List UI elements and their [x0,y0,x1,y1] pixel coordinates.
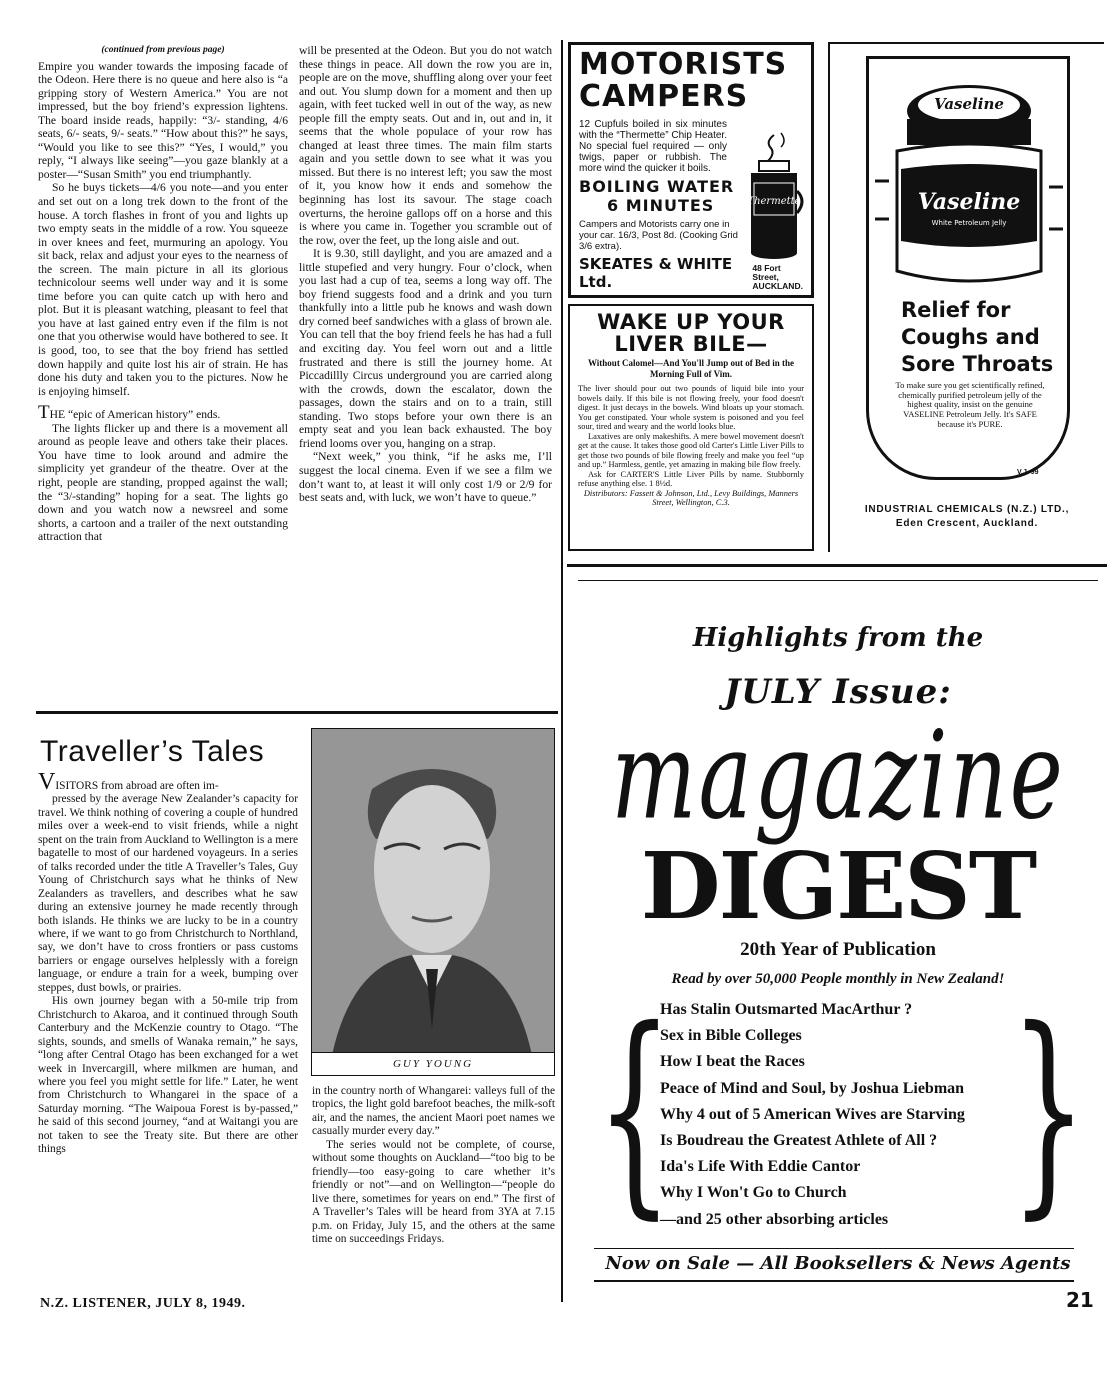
article1-paragraph: will be presented at the Odeon. But you do not watch these things in peace. All down the row you are in, people are on the move, shuffling along over your feet and out. You slump down for a moment and then up again, with feet tucked well in out of the way, as new people fill the empty seats. Out and in, out and in, it seems that the whole populace of your row has changed at least three times. The main film starts again and you settle down to see what it was you missed. But there is no interest left; you saw the most of it, you know how it ends and somehow the beginning has lost its savour. The stage coach overturns, the heroine gallops off on a horse and this is where you came in. Together you scramble out of the row, over the feet, up the long aisle and out. [299,44,552,247]
article1-paragraph: “Next week,” you think, “if he asks me, I’ll suggest the local cinema. Even if we see a film we don’t want to, at least it will only cost 1/9 or 2/9 for best seats and, with luck, we won’t have to queue.” [299,450,552,505]
vaseline-code: V.J. 99 [1017,469,1039,476]
ad-small: Campers and Motorists carry one in your car. 16/3, Post 8d. (Cooking Grid 3/6 extra). [579,219,738,252]
ad-motorists [568,42,814,298]
guy-young-photo [311,728,555,1076]
footer-issue: N.Z. LISTENER, JULY 8, 1949. [40,1296,246,1311]
ad-title: LIVER BILE— [614,332,768,356]
digest-article: Peace of Mind and Soul, by Joshua Liebman [660,1079,965,1097]
article2-paragraph: The series would not be complete, of course, without some thoughts on Auckland—“too big to be friendly—too easy-going to care whether it’s friendly or not”—and on Wellington—“people do live there, sometimes for years on end.” The first of A Traveller’s Tales will be heard from 3YA at 7.15 p.m. on Friday, July 15, and the others at the same time on succeedings Fridays. [312,1138,555,1245]
digest-article: Has Stalin Outsmarted MacArthur ? [660,1001,913,1018]
digest-highlights: Highlights from the [692,623,984,653]
digest-article-list [660,997,1030,1233]
ad-title: CAMPERS [579,79,749,114]
article1-col1 [38,44,288,544]
ad-subtitle: Without Calomel—And You'll Jump out of Bed in the Morning Full of Vim. [587,358,795,379]
article1-text: HE “epic of American history” ends. [49,408,221,422]
ad-title: WAKE UP YOUR [597,310,785,334]
digest-readership: Read by over 50,000 People monthly in New Zealand! [671,971,1005,987]
relief-heading [901,297,1053,378]
continued-note: (continued from previous page) [101,45,225,55]
digest-wordmark: DIGEST [640,832,1036,940]
digest-article: How I beat the Races [660,1053,805,1071]
address-line: 48 Fort Street, [752,263,781,282]
horizontal-rule [594,1248,1074,1249]
article1-paragraph: So he buys tickets—4/6 you note—and you enter and set out on a long trek down to the front of the house. A torch flashes in front of you and lights up two empty seats in the middle of a row. You squeeze in over knees and feet, murmuring an apology. You sit back, relax and adjust your eyes to the nearness of the screen. The main picture in all its glorious technicolour seems well under way and it is some time before you can quite catch up with hero and plot. But it is pleasant watching, pleasant to feel that you have at last gained entry even if the film is not one that you otherwise would have bothered to see. It is good, too, to see that the boy friend has settled down happily and quite lost his air of strain. He has done his duty and taken you to the pictures. Now he is enjoying himself. [38,181,288,398]
relief-line: Relief for [901,298,1011,322]
jar-label: Vaseline [917,189,1021,215]
dropcap: V [38,769,56,795]
digest-article: Ida's Life With Eddie Cantor [660,1158,861,1176]
ad-vaseline [866,56,1070,480]
brand-address [752,264,803,291]
vaseline-body: To make sure you get scientifically refined, chemically purified petroleum jelly of the highest quality, insist on the genuine VASELINE Petroleum Jelly. It's SAFE because it's PURE. [895,380,1045,429]
kettle-icon [741,131,807,261]
address-line: AUCKLAND. [752,281,803,291]
photo-caption: GUY YOUNG [312,1052,554,1075]
ad-body: Ask for CARTER'S Little Liver Pills by name. Stubbornly refuse anything else. 1 8½d. [578,469,804,488]
digest-issue: JULY Issue: [724,672,952,712]
digest-article: Is Boudreau the Greatest Athlete of All ? [660,1132,938,1150]
vaseline-jar-icon [871,69,1067,297]
jar-sublabel: White Petroleum Jelly [931,219,1007,227]
article2-paragraph: His own journey began with a 50-mile trip from Christchurch to Akaroa, and it continued through South Canterbury and the McKenzie country to Otago. “The sights, sounds, and smells of Wanaka remain,” he says, “long after Central Otago has been exchanged for a wet week in Invercargill, where milkmen are human, and where you feel you might settle for life.” Later, he went from Christchurch to Whangarei in the space of a Saturday morning. “The Waipoua Forest is by-passed,” he said of this second journey, “and at Waitangi you are not taken to see the Treaty site. But there are other things [38,995,298,1156]
horizontal-rule [36,711,558,714]
ad-body: The liver should pour out two pounds of liquid bile into your bowels daily. If this bile is not flowing freely, your food doesn't digest. It just decays in the bowels. Wind bloats up your stomach. You get constipated. Your whole system is poisoned and you feel sour, tired and weary and the world looks blue. [578,384,804,431]
left-brace-icon: { [596,982,673,1238]
article1-paragraph [38,402,288,424]
ad-title: MOTORISTS [579,47,788,82]
right-brace-icon: } [1010,982,1087,1238]
ad-headline: BOILING WATER [579,177,735,196]
magazine-wordmark: magazine [611,705,1065,848]
kettle-label: Thermette [747,196,801,207]
digest-sale-line: Now on Sale — All Booksellers & News Agents [605,1253,1071,1274]
article2-col1 [38,769,298,1157]
ad-body: Laxatives are only makeshifts. A mere bowel movement doesn't get at the cause. It takes those good old Carter's Little Liver Pills to get those two pounds of bile flowing freely and make you feel “up and up.” Harmless, gentle, yet amazing in making bile flow freely. [578,431,804,469]
ad-liver [568,304,814,551]
digest-article: Why I Won't Go to Church [660,1184,847,1202]
horizontal-rule [567,564,1107,567]
article2-paragraph: pressed by the average New Zealander’s capacity for travel. We think nothing of covering a couple of hundred miles over a week-end to visit friends, while a night spent on the train from Auckland to Wellington is a mere bagatelle to most of our hardened voyageurs. In a series of talks recorded under the title A Traveller’s Tales, Guy Young of Christchurch says what he thinks of New Zealanders as travellers, and describes what he saw during an extensive journey he made recently through both islands. He thinks we are lucky to be in a country where, if we want to go from Christchurch to Northland, say, we don’t have to cross frontiers or pass customs barriers or engage ourselves helplessly with a foreign language, or endure a train for a week, bumping over steppes, dust bowls, or prairies. [38,793,298,994]
article2-text: ISITORS from abroad are often im- [55,780,219,792]
article2-paragraph: in the country north of Whangarei: valleys full of the tropics, the light gold barefoot beaches, the milk-soft air, and the names, the ancient Maori poet names we casually murder every day.” [312,1085,555,1138]
page-number: 21 [1066,1288,1094,1312]
ad-body: 12 Cupfuls boiled in six minutes with the “Thermette” Chip Heater. No special fuel required — only twigs, paper or rubbish. The more wind the quicker it boils. [579,119,727,174]
ad-headline: 6 MINUTES [607,196,715,215]
digest-article: Why 4 out of 5 American Wives are Starving [660,1105,965,1123]
article2-paragraph [38,769,298,795]
article2-col2 [312,1085,555,1246]
vertical-rule [561,40,563,1302]
article1-paragraph: The lights flicker up and there is a movement all around as people leave and others take their places. You have time to look around and admire the simplicity yet grandeur of the theatre. Over at the right, people are standing, propped against the wall; the “3/-standing” hoping for a seat. The lights go down and you watch now a newsreel and some shorts, a cartoon and a trailer of the next outstanding attraction that [38,421,288,544]
digest-article: —and 25 other absorbing articles [660,1210,889,1228]
horizontal-rule [578,580,1098,581]
portrait-icon [312,729,554,1055]
lid-text: Vaseline [934,95,1004,113]
article1-paragraph: It is 9.30, still daylight, and you are amazed and a little stupefied and very hungry. Four o’clock, when you last had a cup of tea, seems a long way off. The boy friend suggests food and a drink and you turn thankfully into a little pub he knows and wash down dry corned beef sandwiches with a glass of brown ale. You can tell that the boy friend feels he has had a full and exciting day. You feel worn out and a little frustrated and there is still the journey home. At Piccadillly Circus underground you are carried along with the crowds, down the escalator, down the passages, down the stairs and on to a train, still standing. Two stops before your own there is an empty seat and you lean back exhausted. The boy friend looms over you, hanging on a strap. [299,247,552,450]
brand-name: SKEATES & WHITE Ltd. [579,255,733,291]
article2-title: Traveller’s Tales [40,735,265,768]
digest-year: 20th Year of Publication [740,939,936,960]
dropcap: T [38,402,50,424]
relief-line: Sore Throats [901,352,1054,376]
company-name: INDUSTRIAL CHEMICALS (N.Z.) LTD., [864,504,1070,515]
horizontal-rule [594,1280,1074,1282]
article1-paragraph: Empire you wander towards the imposing facade of the Odeon. Here there is no queue and here also is “a gripping story of Western America.” You are not impressed, but the boy friend’s expression lightens. The board inside reads, happily: “3/- standing, 4/6 seats, 6/- seats, 9/- seats.” “How about this?” he says, “Would you like to see this?” “Yes, I would,” you reply, “I always like seeing”—you gaze blankly at a poster—“Susan Smith” you end triumphantly. [38,59,288,181]
vaseline-company [836,503,1098,531]
ad-distributors: Distributors: Fassett & Johnson, Ltd., Levy Buildings, Manners Street, Wellington, C.3. [583,488,799,507]
digest-article: Sex in Bible Colleges [660,1027,802,1045]
relief-line: Coughs and [901,325,1040,349]
company-address: Eden Crescent, Auckland. [895,518,1039,529]
article1-col2 [299,44,552,505]
